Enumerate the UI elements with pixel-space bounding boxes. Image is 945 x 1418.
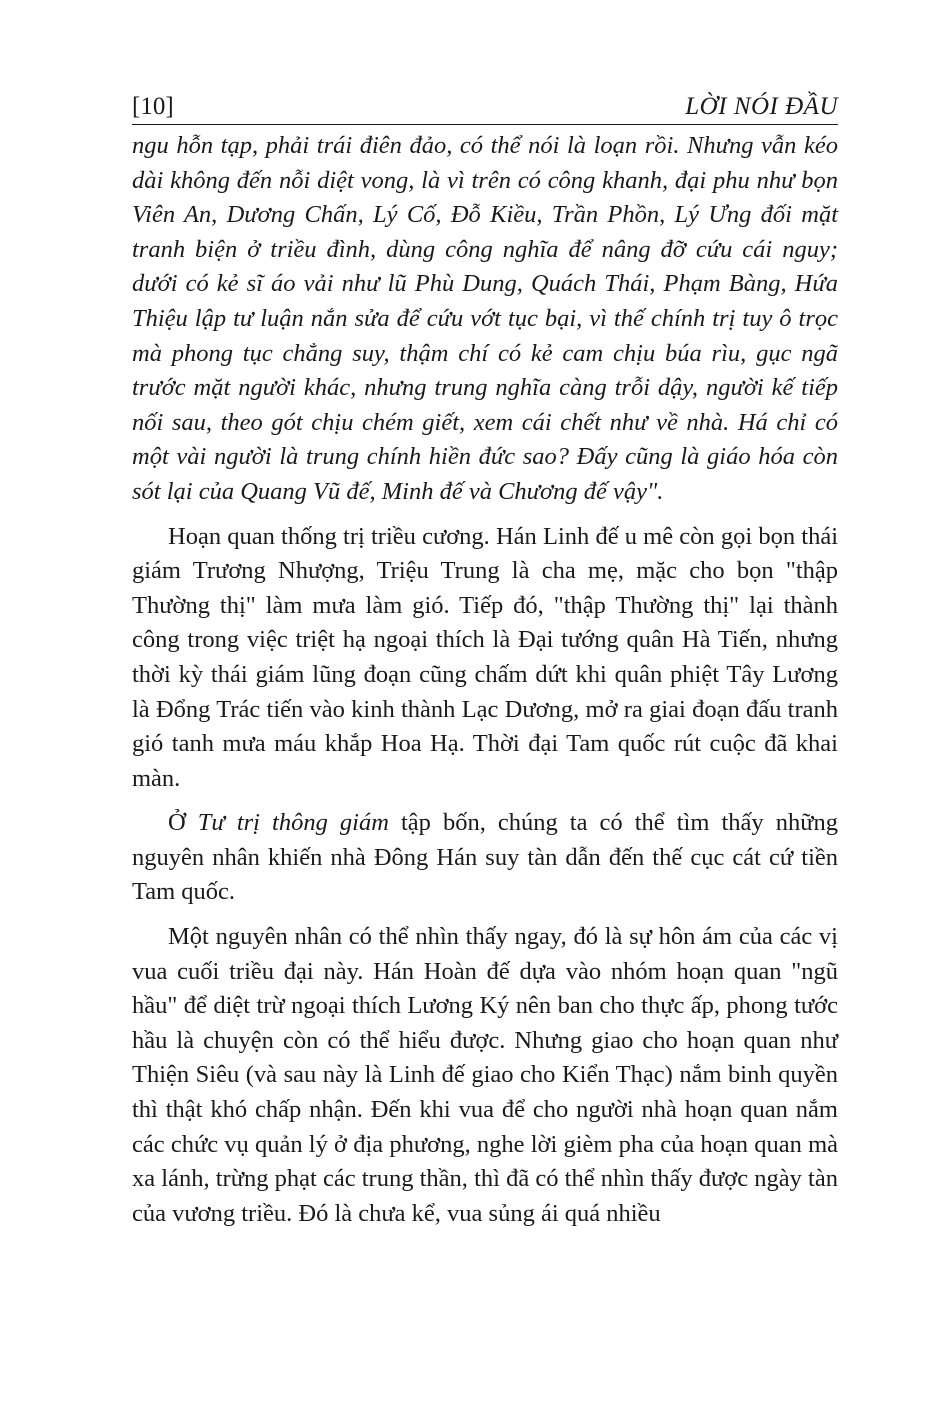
body-text xyxy=(132,129,838,1231)
page-number: [10] xyxy=(132,93,174,120)
paragraph-eunuchs: Hoạn quan thống trị triều cương. Hán Linh đế u mê còn gọi bọn thái giám Trương Nhượng, Triệu Trung là cha mẹ, mặc cho bọn "thập Thường thị" làm mưa làm gió. Tiếp đó, "thập Thường thị" lại thành công trong việc triệt hạ ngoại thích là Đại tướng quân Hà Tiến, nhưng thời kỳ thái giám lũng đoạn cũng chấm dứt khi quân phiệt Tây Lương là Đổng Trác tiến vào kinh thành Lạc Dương, mở ra giai đoạn đấu tranh gió tanh mưa máu khắp Hoa Hạ. Thời đại Tam quốc rút cuộc đã khai màn. xyxy=(132,522,838,792)
paragraph-source-prefix: Ở xyxy=(168,809,198,837)
paragraph-source xyxy=(132,806,838,910)
book-page xyxy=(132,92,838,1231)
page-header xyxy=(132,92,838,125)
running-title: LỜI NÓI ĐẦU xyxy=(685,93,838,120)
book-title: Tư trị thông giám xyxy=(197,809,389,837)
quote-paragraph: ngu hỗn tạp, phải trái điên đảo, có thể nói là loạn rồi. Nhưng vẫn kéo dài không đến nỗi diệt vong, là vì trên có công khanh, đại phu như bọn Viên An, Dương Chấn, Lý Cố, Đỗ Kiều, Trần Phồn, Lý Ưng đối mặt tranh biện ở triều đình, dùng công nghĩa để nâng đỡ cứu cái nguy; dưới có kẻ sĩ áo vải như lũ Phù Dung, Quách Thái, Phạm Bàng, Hứa Thiệu lập tư luận nắn sửa để cứu vớt tục bại, vì thế chính trị tuy ô trọc mà phong tục chẳng suy, thậm chí có kẻ cam chịu búa rìu, gục ngã trước mặt người khác, nhưng trung nghĩa càng trỗi dậy, người kế tiếp nối sau, theo gót chịu chém giết, xem cái chết như về nhà. Há chỉ có một vài người là trung chính hiền đức sao? Đấy cũng là giáo hóa còn sót lại của Quang Vũ đế, Minh đế và Chương đế vậy". xyxy=(132,132,838,505)
paragraph-source-rest: tập bốn, chúng ta có thể tìm thấy những nguyên nhân khiến nhà Đông Hán suy tàn dẫn đến thế cục cát cứ tiền Tam quốc. xyxy=(132,809,838,906)
paragraph-causes: Một nguyên nhân có thể nhìn thấy ngay, đó là sự hôn ám của các vị vua cuối triều đại này. Hán Hoàn đế dựa vào nhóm hoạn quan "ngũ hầu" để diệt trừ ngoại thích Lương Ký nên ban cho thực ấp, phong tước hầu là chuyện còn có thể hiểu được. Nhưng giao cho hoạn quan như Thiện Siêu (và sau này là Linh đế giao cho Kiển Thạc) nắm binh quyền thì thật khó chấp nhận. Đến khi vua để cho người nhà hoạn quan nắm các chức vụ quản lý ở địa phương, nghe lời gièm pha của hoạn quan mà xa lánh, trừng phạt các trung thần, thì đã có thể nhìn thấy được ngày tàn của vương triều. Đó là chưa kể, vua sủng ái quá nhiều xyxy=(132,923,838,1227)
